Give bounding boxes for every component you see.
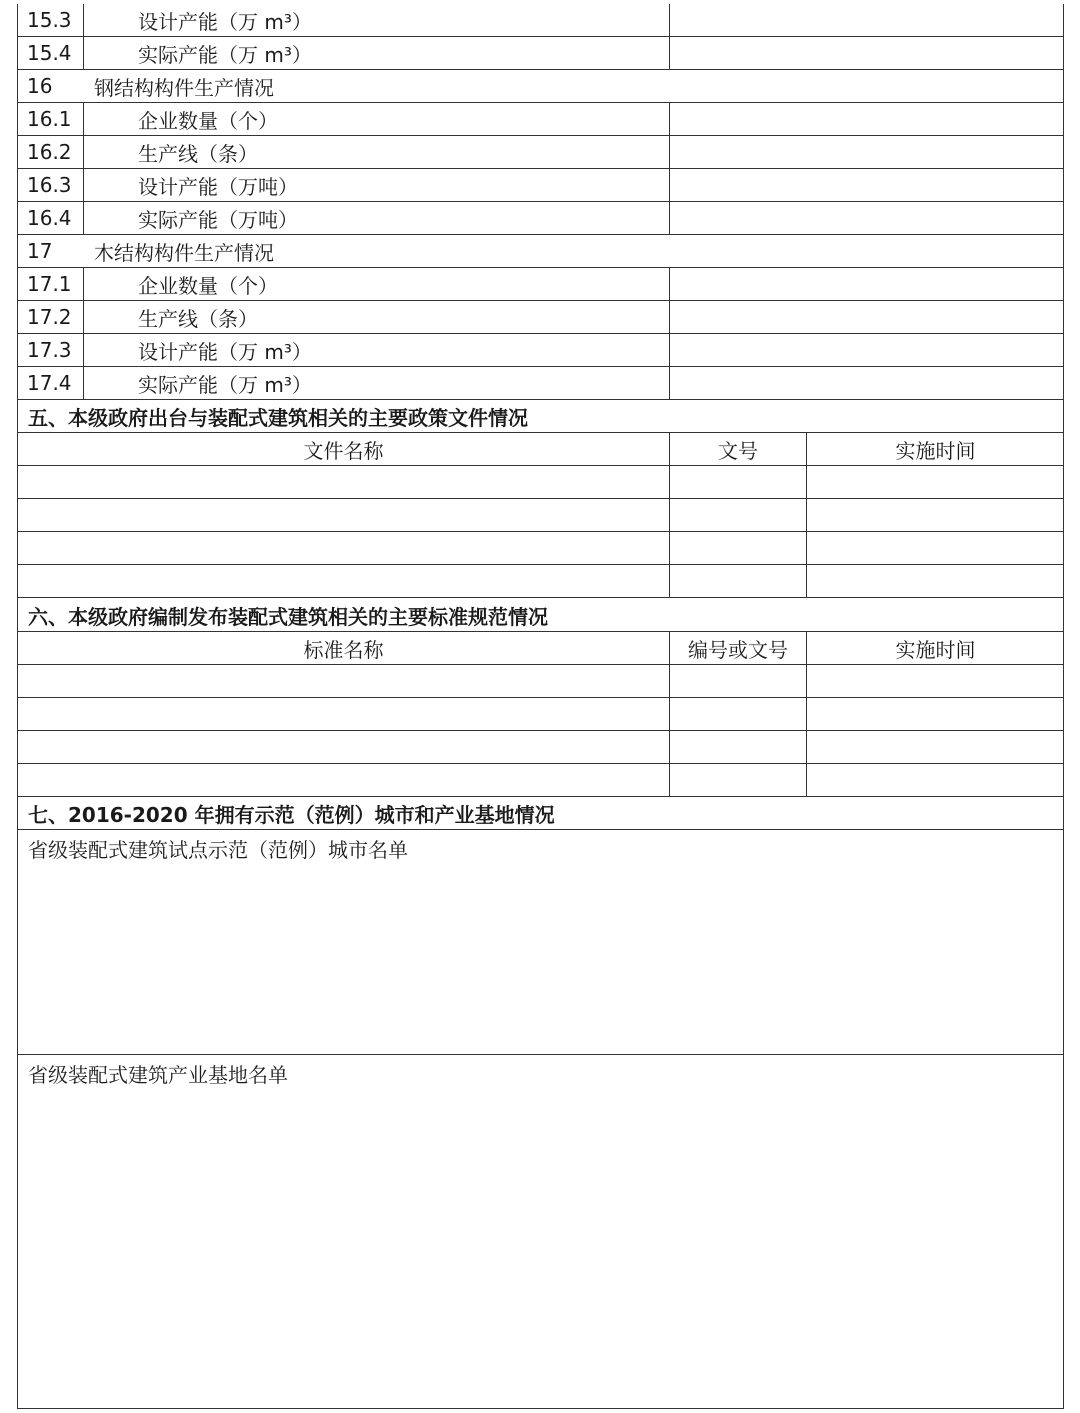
section6-col-standard-name: 标准名称 [18, 632, 670, 664]
policy-date-cell[interactable] [807, 499, 1064, 531]
table-row [18, 301, 1063, 334]
row-number: 16.1 [18, 103, 84, 135]
standard-name-cell[interactable] [18, 698, 670, 730]
standard-name-cell[interactable] [18, 731, 670, 763]
row-number: 16 [27, 74, 53, 98]
row-group-title: 木结构构件生产情况 [94, 240, 274, 265]
industry-base-block[interactable] [18, 1055, 1063, 1409]
row-number: 17.1 [18, 268, 84, 300]
city-list-label: 省级装配式建筑试点示范（范例）城市名单 [28, 838, 408, 862]
city-list-block[interactable] [18, 830, 1063, 1055]
standard-date-cell[interactable] [807, 731, 1064, 763]
standard-number-cell[interactable] [670, 665, 807, 697]
row-number: 16.4 [18, 202, 84, 234]
standard-date-cell[interactable] [807, 665, 1064, 697]
row-label: 设计产能（万 m³） [84, 334, 670, 366]
section6-heading-row [18, 599, 1063, 632]
section5-col-file-name: 文件名称 [18, 433, 670, 465]
table-row [18, 532, 1063, 565]
industry-base-label: 省级装配式建筑产业基地名单 [28, 1063, 288, 1087]
table-row [18, 169, 1063, 202]
section6-header-row [18, 632, 1063, 665]
row-number: 17 [27, 239, 53, 263]
policy-number-cell[interactable] [670, 565, 807, 597]
row-group-title: 钢结构构件生产情况 [94, 75, 274, 100]
policy-date-cell[interactable] [807, 565, 1064, 597]
table-row [18, 4, 1063, 37]
policy-date-cell[interactable] [807, 466, 1064, 498]
standard-number-cell[interactable] [670, 764, 807, 796]
row-number: 16.3 [18, 169, 84, 201]
table-row [18, 731, 1063, 764]
row-number: 17.3 [18, 334, 84, 366]
standard-number-cell[interactable] [670, 731, 807, 763]
value-cell[interactable] [670, 37, 1064, 69]
value-cell[interactable] [670, 169, 1064, 201]
table-row [18, 103, 1063, 136]
row-number: 17.2 [18, 301, 84, 333]
value-cell[interactable] [670, 268, 1064, 300]
standard-number-cell[interactable] [670, 698, 807, 730]
policy-number-cell[interactable] [670, 532, 807, 564]
row-number: 15.4 [18, 37, 84, 69]
section5-header-row [18, 433, 1063, 466]
table-row [18, 499, 1063, 532]
standard-name-cell[interactable] [18, 764, 670, 796]
row-label: 企业数量（个） [84, 103, 670, 135]
table-row [18, 70, 1063, 103]
policy-number-cell[interactable] [670, 466, 807, 498]
row-number: 16.2 [18, 136, 84, 168]
value-cell[interactable] [670, 301, 1064, 333]
row-label: 生产线（条） [84, 301, 670, 333]
standard-date-cell[interactable] [807, 698, 1064, 730]
section5-heading: 五、本级政府出台与装配式建筑相关的主要政策文件情况 [28, 405, 528, 430]
section7-heading: 七、2016-2020 年拥有示范（范例）城市和产业基地情况 [28, 802, 555, 827]
row-number: 15.3 [18, 4, 84, 36]
row-label: 企业数量（个） [84, 268, 670, 300]
row-label: 生产线（条） [84, 136, 670, 168]
table-row [18, 268, 1063, 301]
policy-number-cell[interactable] [670, 499, 807, 531]
table-row [18, 367, 1063, 400]
section5-col-doc-number: 文号 [670, 433, 807, 465]
statistics-form-sheet [17, 4, 1064, 1409]
policy-name-cell[interactable] [18, 565, 670, 597]
row-label: 设计产能（万吨） [84, 169, 670, 201]
standard-date-cell[interactable] [807, 764, 1064, 796]
section6-col-code: 编号或文号 [670, 632, 807, 664]
row-number: 17.4 [18, 367, 84, 399]
section7-heading-row [18, 797, 1063, 830]
table-row [18, 698, 1063, 731]
section6-col-effective-date: 实施时间 [895, 637, 976, 662]
value-cell[interactable] [670, 103, 1064, 135]
value-cell[interactable] [670, 202, 1064, 234]
table-row [18, 764, 1063, 797]
row-label: 设计产能（万 m³） [84, 4, 670, 36]
table-row [18, 235, 1063, 268]
table-row [18, 466, 1063, 499]
value-cell[interactable] [670, 4, 1064, 36]
row-label: 实际产能（万 m³） [84, 37, 670, 69]
row-label: 实际产能（万吨） [84, 202, 670, 234]
policy-name-cell[interactable] [18, 466, 670, 498]
standard-name-cell[interactable] [18, 665, 670, 697]
value-cell[interactable] [670, 136, 1064, 168]
table-row [18, 37, 1063, 70]
value-cell[interactable] [670, 367, 1064, 399]
table-row [18, 202, 1063, 235]
policy-name-cell[interactable] [18, 532, 670, 564]
table-row [18, 665, 1063, 698]
policy-date-cell[interactable] [807, 532, 1064, 564]
table-row [18, 334, 1063, 367]
table-row [18, 136, 1063, 169]
table-row [18, 565, 1063, 598]
policy-name-cell[interactable] [18, 499, 670, 531]
value-cell[interactable] [670, 334, 1064, 366]
section5-col-effective-date: 实施时间 [895, 438, 976, 463]
section6-heading: 六、本级政府编制发布装配式建筑相关的主要标准规范情况 [28, 604, 548, 629]
row-label: 实际产能（万 m³） [84, 367, 670, 399]
section5-heading-row [18, 400, 1063, 433]
